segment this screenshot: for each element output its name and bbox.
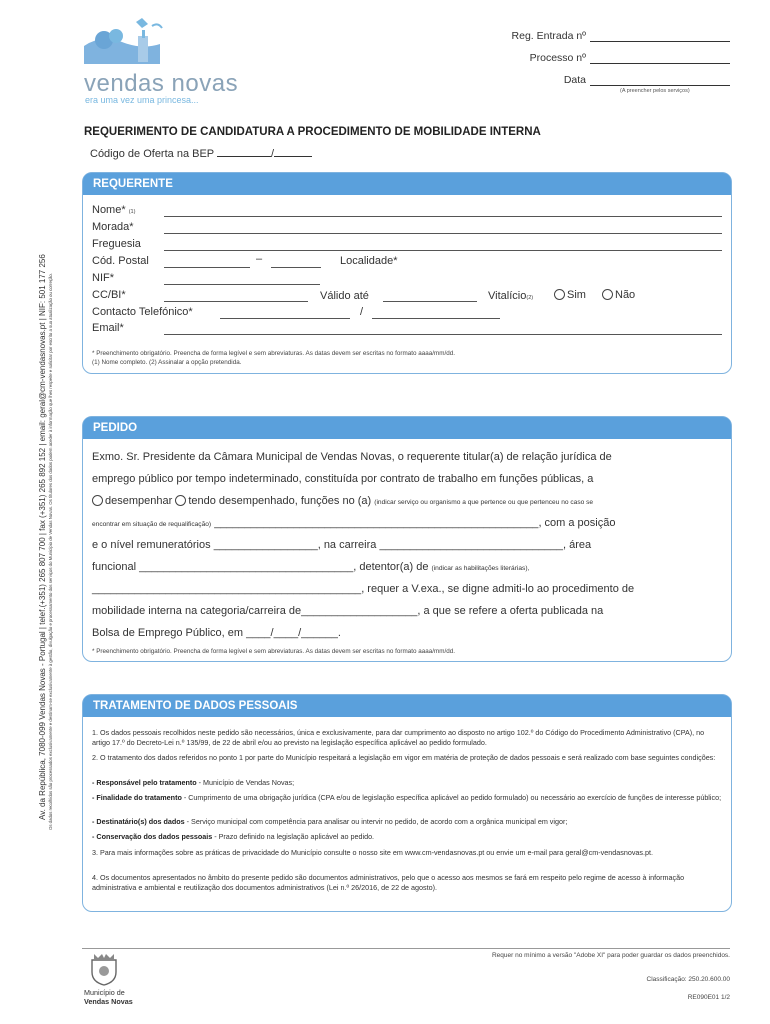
processo-label: Processo nº	[529, 52, 586, 64]
radio-icon	[175, 495, 186, 506]
sim-radio[interactable]: Sim	[554, 289, 586, 301]
municipal-coat-of-arms-icon	[88, 952, 120, 986]
nif-label: NIF*	[92, 272, 114, 284]
pedido-line-5[interactable]: e o nível remuneratórios _________________, na carreira ______________________________, área	[92, 539, 592, 551]
requerente-note-1: * Preenchimento obrigatório. Preencha de forma legível e sem abreviaturas. As datas devem ser escritas no formato aaaa/mm/dd.	[92, 350, 455, 357]
pedido-line-6[interactable]: funcional ___________________________________, detentor(a) de (indicar as habilitações literárias),	[92, 561, 530, 573]
nome-input[interactable]	[164, 215, 722, 217]
codigo-oferta-sep: /	[271, 148, 275, 160]
desempenhado-radio[interactable]: tendo desempenhado, funções no (a)	[175, 495, 371, 507]
contacto-input-2[interactable]	[372, 317, 500, 319]
contacto-label: Contacto Telefónico*	[92, 306, 193, 318]
valido-ate-input[interactable]	[383, 300, 477, 302]
page-title: REQUERIMENTO DE CANDIDATURA A PROCEDIMENTO DE MOBILIDADE INTERNA	[84, 126, 541, 138]
classificacao: Classificação: 250.20.600.00	[646, 976, 730, 983]
freguesia-label: Freguesia	[92, 238, 141, 250]
tratamento-p1: 1. Os dados pessoais recolhidos neste pedido são necessários, única e exclusivamente, para dar cumprimento ao disposto no artigo 102.º do Código do Procedimento Administrativo (CPA), no artigo 17.º do Decreto-Lei n.º 135/99, de 22 de abril e/ou ao previsto na legislação específica aplicável ao pedido formulado.	[92, 728, 705, 747]
reg-entrada-field[interactable]	[512, 30, 730, 42]
requerente-heading: REQUERENTE	[83, 173, 731, 195]
cod-postal-label: Cód. Postal	[92, 255, 149, 267]
codigo-oferta-label: Código de Oferta na BEP	[90, 148, 214, 160]
tratamento-b3: - Destinatário(s) dos dados - Serviço municipal com competência para analisar ou intervir no pedido, de acordo com a orgânica municipal em vigor;	[92, 817, 568, 826]
pedido-heading: PEDIDO	[83, 417, 731, 439]
radio-icon	[92, 495, 103, 506]
valido-ate-label: Válido até	[320, 290, 369, 302]
data-label: Data	[563, 74, 586, 86]
email-label: Email*	[92, 322, 124, 334]
cc-bi-label: CC/BI*	[92, 289, 126, 301]
morada-input[interactable]	[164, 232, 722, 234]
tratamento-b2: - Finalidade do tratamento - Cumprimento de uma obrigação jurídica (CPA e/ou de legislação específica aplicável ao pedido formulado) ou necessário ao exercício de funções de interesse público;	[92, 793, 722, 802]
data-field[interactable]	[564, 74, 730, 86]
requerente-panel	[82, 172, 732, 374]
tratamento-p4: 4. Os documentos apresentados no âmbito do presente pedido são documentos administrativos, pelo que o acesso aos mesmos se fará em respeito pelo regime de acesso à informação administrativa e ambiental e reutilização dos documentos administrativos (Lei n.º 26/2016, de 22 de agosto).	[92, 873, 685, 892]
pedido-line-3: desempenhar tendo desempenhado, funções no (a) (indicar serviço ou organismo a que pertence ou que pertenceu no caso se	[92, 495, 593, 507]
reg-entrada-label: Reg. Entrada nº	[511, 30, 586, 42]
vendas-novas-logo-icon	[82, 16, 172, 68]
contacto-input-1[interactable]	[220, 317, 350, 319]
vitalicio-label: Vitalício(2)	[488, 290, 534, 302]
pedido-line-7[interactable]: ____________________________________________, requer a V.exa., se digne admiti-lo ao procedimento de	[92, 583, 635, 595]
localidade-label: Localidade*	[340, 255, 398, 267]
pedido-line-1: Exmo. Sr. Presidente da Câmara Municipal de Vendas Novas, o requerente titular(a) de relação jurídica de	[92, 451, 612, 463]
side-address: Av. da República, 7080-099 Vendas Novas - Portugal | telef.(+351) 265 807 700 | fax (+351) 265 892 152 | email: geral@cm-vendasnovas.pt | NIF: 501 177 256	[38, 254, 47, 820]
nif-input[interactable]	[164, 283, 320, 285]
processo-field[interactable]	[530, 52, 730, 64]
radio-icon	[602, 289, 613, 300]
cod-postal-input-2[interactable]	[271, 266, 321, 268]
desempenhar-radio[interactable]: desempenhar	[92, 495, 172, 507]
tratamento-b4: - Conservação dos dados pessoais - Prazo definido na legislação aplicável ao pedido.	[92, 832, 375, 841]
morada-label: Morada*	[92, 221, 134, 233]
logo-name: vendas novas	[84, 70, 239, 97]
codigo-oferta[interactable]	[90, 148, 312, 160]
tratamento-p2: 2. O tratamento dos dados referidos no ponto 1 por parte do Município respeitará a legislação em vigor em matéria de proteção de dados pessoais e será realizado com base seguintes condições:	[92, 753, 716, 762]
pedido-line-2: emprego público por tempo indeterminado, constituída por contrato de trabalho em funções públicas, a	[92, 473, 594, 485]
email-input[interactable]	[164, 333, 722, 335]
adobe-note: Requer no mínimo a versão "Adobe XI" para poder guardar os dados preenchidos.	[491, 952, 730, 959]
tratamento-p3: 3. Para mais informações sobre as práticas de privacidade do Município consulte o nosso site em www.cm-vendasnovas.pt ou envie um e-mail para geral@cm-vendasnovas.pt.	[92, 848, 654, 857]
pedido-note: * Preenchimento obrigatório. Preencha de forma legível e sem abreviaturas. As datas devem ser escritas no formato aaaa/mm/dd.	[92, 648, 455, 655]
pedido-line-9[interactable]: Bolsa de Emprego Público, em ____/____/______.	[92, 627, 341, 639]
radio-icon	[554, 289, 565, 300]
pedido-line-8[interactable]: mobilidade interna na categoria/carreira de___________________, a que se refere a oferta publicada na	[92, 605, 604, 617]
tratamento-heading: TRATAMENTO DE DADOS PESSOAIS	[83, 695, 731, 717]
nome-label: Nome* (1)	[92, 204, 136, 216]
nao-radio[interactable]: Não	[602, 289, 635, 301]
tratamento-b1: - Responsável pelo tratamento - Município de Vendas Novas;	[92, 778, 295, 787]
requerente-note-2: (1) Nome completo. (2) Assinalar a opção pretendida.	[92, 359, 242, 366]
freguesia-input[interactable]	[164, 249, 722, 251]
municipio-line-1: Município de	[84, 988, 125, 997]
contacto-slash: /	[360, 306, 364, 318]
cod-postal-input-1[interactable]	[164, 266, 250, 268]
form-reference: RE090E01 1/2	[687, 994, 730, 1001]
services-note: (A preencher pelos serviços)	[620, 88, 690, 94]
pedido-line-4[interactable]: encontrar em situação de requalificação) _____________________________________________________, com a posição	[92, 517, 616, 529]
cc-bi-input[interactable]	[164, 300, 308, 302]
side-privacy: Os dados recolhidos são processados exclusivamente e destinam-se exclusivamente à gestão, divulgação e processamento dos serviços do Município de Vendas Novas. Os titulares dos dados podem aceder à informação que lhes respeite e solicitar por escrito a sua atualização ou correção.	[48, 273, 53, 830]
logo-tagline: era uma vez uma princesa...	[85, 95, 199, 105]
footer-divider	[82, 948, 730, 949]
cod-postal-dash: –	[256, 253, 263, 265]
municipio-line-2: Vendas Novas	[84, 997, 133, 1006]
